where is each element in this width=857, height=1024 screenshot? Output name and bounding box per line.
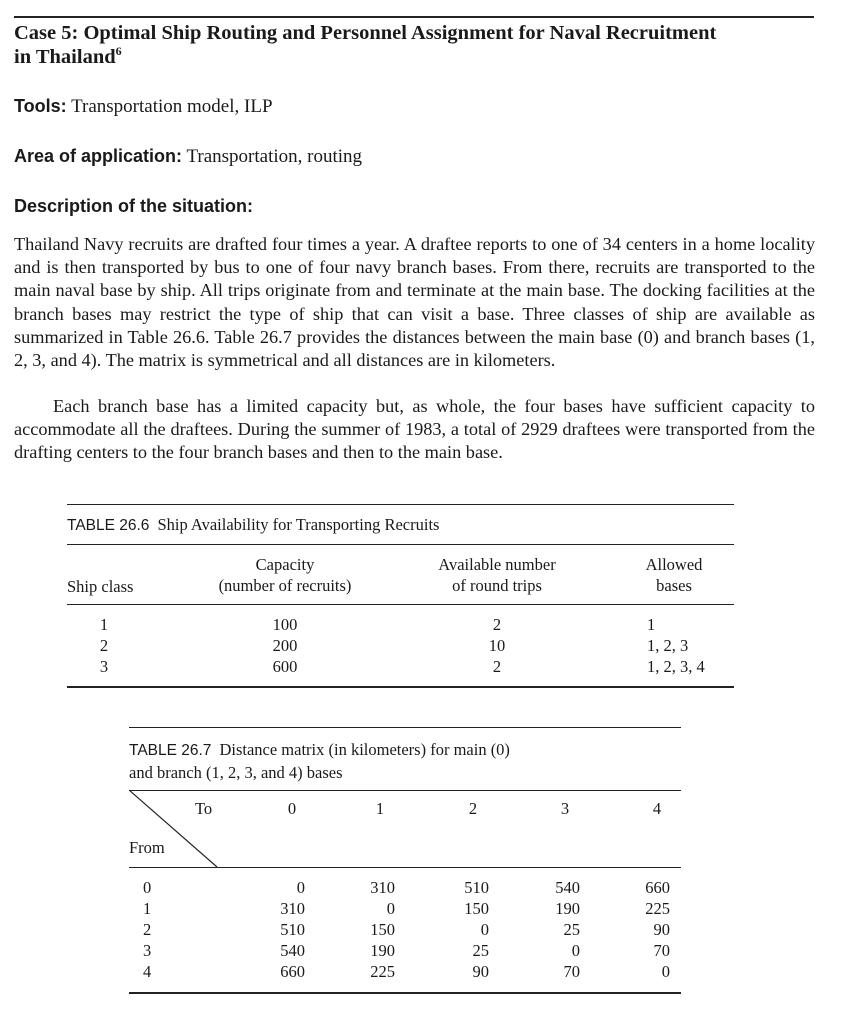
area-value: Transportation, routing [186,146,363,167]
cell-capacity: 200 [272,636,298,655]
description-paragraph-1: Thailand Navy recruits are drafted four times a year. A draftee reports to one of 34 centers in a home locality and is then transported by bus to one of four navy branch bases. From there, recruits are transported to the main naval base by ship. All trips originate from and terminate at the main base. The docking facilities at the branch bases may restrict the type of ship that can visit a base. Three classes of ship are available as summarized in Table 26.6. Table 26.7 provides the distances between the main base (0) and branch bases (1, 2, 3, and 4). The matrix is symmetrical and all distances are in kilometers. [14,234,815,371]
area-field [14,146,362,168]
column-header: 3 [560,799,570,818]
table-caption [67,515,439,535]
distance-cell: 150 [464,899,489,918]
header-capacity-line2: (number of recruits) [218,576,352,595]
distance-cell: 310 [370,878,395,897]
distance-cell: 70 [653,941,670,960]
header-bases-line2: bases [656,576,692,595]
header-trips [397,554,597,596]
distance-cell: 25 [563,920,580,939]
table-bottom-rule [129,992,681,994]
table-label: TABLE 26.6 [67,517,150,534]
cell-ship-class: 2 [99,636,109,655]
distance-cell: 540 [280,941,305,960]
header-bottom-rule [129,867,681,868]
distance-cell: 190 [370,941,395,960]
header-capacity [185,554,385,596]
distance-cell: 225 [645,899,670,918]
distance-cell: 225 [370,962,395,981]
cell-bases: 1 [647,615,656,634]
distance-cell: 190 [555,899,580,918]
distance-cell: 70 [563,962,580,981]
case-title-line1: Case 5: Optimal Ship Routing and Personnel Assignment for Naval Recruitment [14,22,717,44]
column-header: 0 [287,799,297,818]
cell-bases: 1, 2, 3, 4 [647,657,705,676]
cell-ship-class: 1 [99,615,109,634]
column-header: 2 [468,799,478,818]
cell-trips: 10 [488,636,506,655]
tools-label: Tools: [14,96,67,116]
header-bases-line1: Allowed [645,555,703,574]
tools-field [14,96,273,118]
table-top-rule [129,727,681,728]
header-capacity-line1: Capacity [255,555,315,574]
row-from-label: 0 [143,878,152,897]
cell-bases: 1, 2, 3 [647,636,689,655]
distance-cell: 510 [464,878,489,897]
footnote-mark: 6 [115,44,122,58]
header-trips-line2: of round trips [452,576,542,595]
table-26-6 [67,504,734,690]
table-top-rule [67,504,734,505]
from-label: From [129,838,165,857]
table-caption-text: Ship Availability for Transporting Recruits [157,515,440,534]
cell-trips: 2 [492,615,502,634]
column-header: 1 [375,799,385,818]
description-heading: Description of the situation: [14,196,254,216]
table-26-7 [129,727,681,997]
distance-cell: 0 [296,878,305,897]
distance-cell: 0 [480,920,489,939]
header-top-rule [67,544,734,545]
column-header: 4 [652,799,662,818]
case-title [14,21,794,69]
distance-cell: 0 [571,941,580,960]
distance-cell: 540 [555,878,580,897]
description-paragraph-2: Each branch base has a limited capacity but, as whole, the four bases have sufficient capacity to accommodate all the draftees. During the summer of 1983, a total of 2929 draftees were transported from the drafting centers to the four branch bases and then to the main base. [14,396,815,463]
distance-cell: 150 [370,920,395,939]
distance-cell: 25 [472,941,489,960]
cell-trips: 2 [492,657,502,676]
distance-cell: 90 [472,962,489,981]
header-bottom-rule [67,604,734,605]
header-ship-class: Ship class [67,577,134,596]
table-bottom-rule [67,686,734,688]
distance-cell: 90 [653,920,670,939]
distance-cell: 510 [280,920,305,939]
row-from-label: 3 [143,941,152,960]
top-rule [14,16,814,18]
case-title-line2: in Thailand [14,46,116,68]
distance-cell: 0 [386,899,395,918]
table-caption-line1: Distance matrix (in kilometers) for main (0) [219,740,510,759]
distance-cell: 660 [280,962,305,981]
cell-ship-class: 3 [99,657,109,676]
to-label: To [195,799,213,818]
row-from-label: 2 [143,920,152,939]
header-trips-line1: Available number [438,555,556,574]
table-label: TABLE 26.7 [129,742,212,759]
table-caption-line2: and branch (1, 2, 3, and 4) bases [129,763,343,782]
table-caption [129,739,510,784]
header-bases [629,554,719,596]
cell-capacity: 100 [272,615,298,634]
row-from-label: 1 [143,899,152,918]
distance-cell: 0 [661,962,670,981]
distance-cell: 310 [280,899,305,918]
area-label: Area of application: [14,146,183,166]
tools-value: Transportation model, ILP [71,96,273,117]
distance-cell: 660 [645,878,670,897]
row-from-label: 4 [143,962,152,981]
cell-capacity: 600 [272,657,298,676]
